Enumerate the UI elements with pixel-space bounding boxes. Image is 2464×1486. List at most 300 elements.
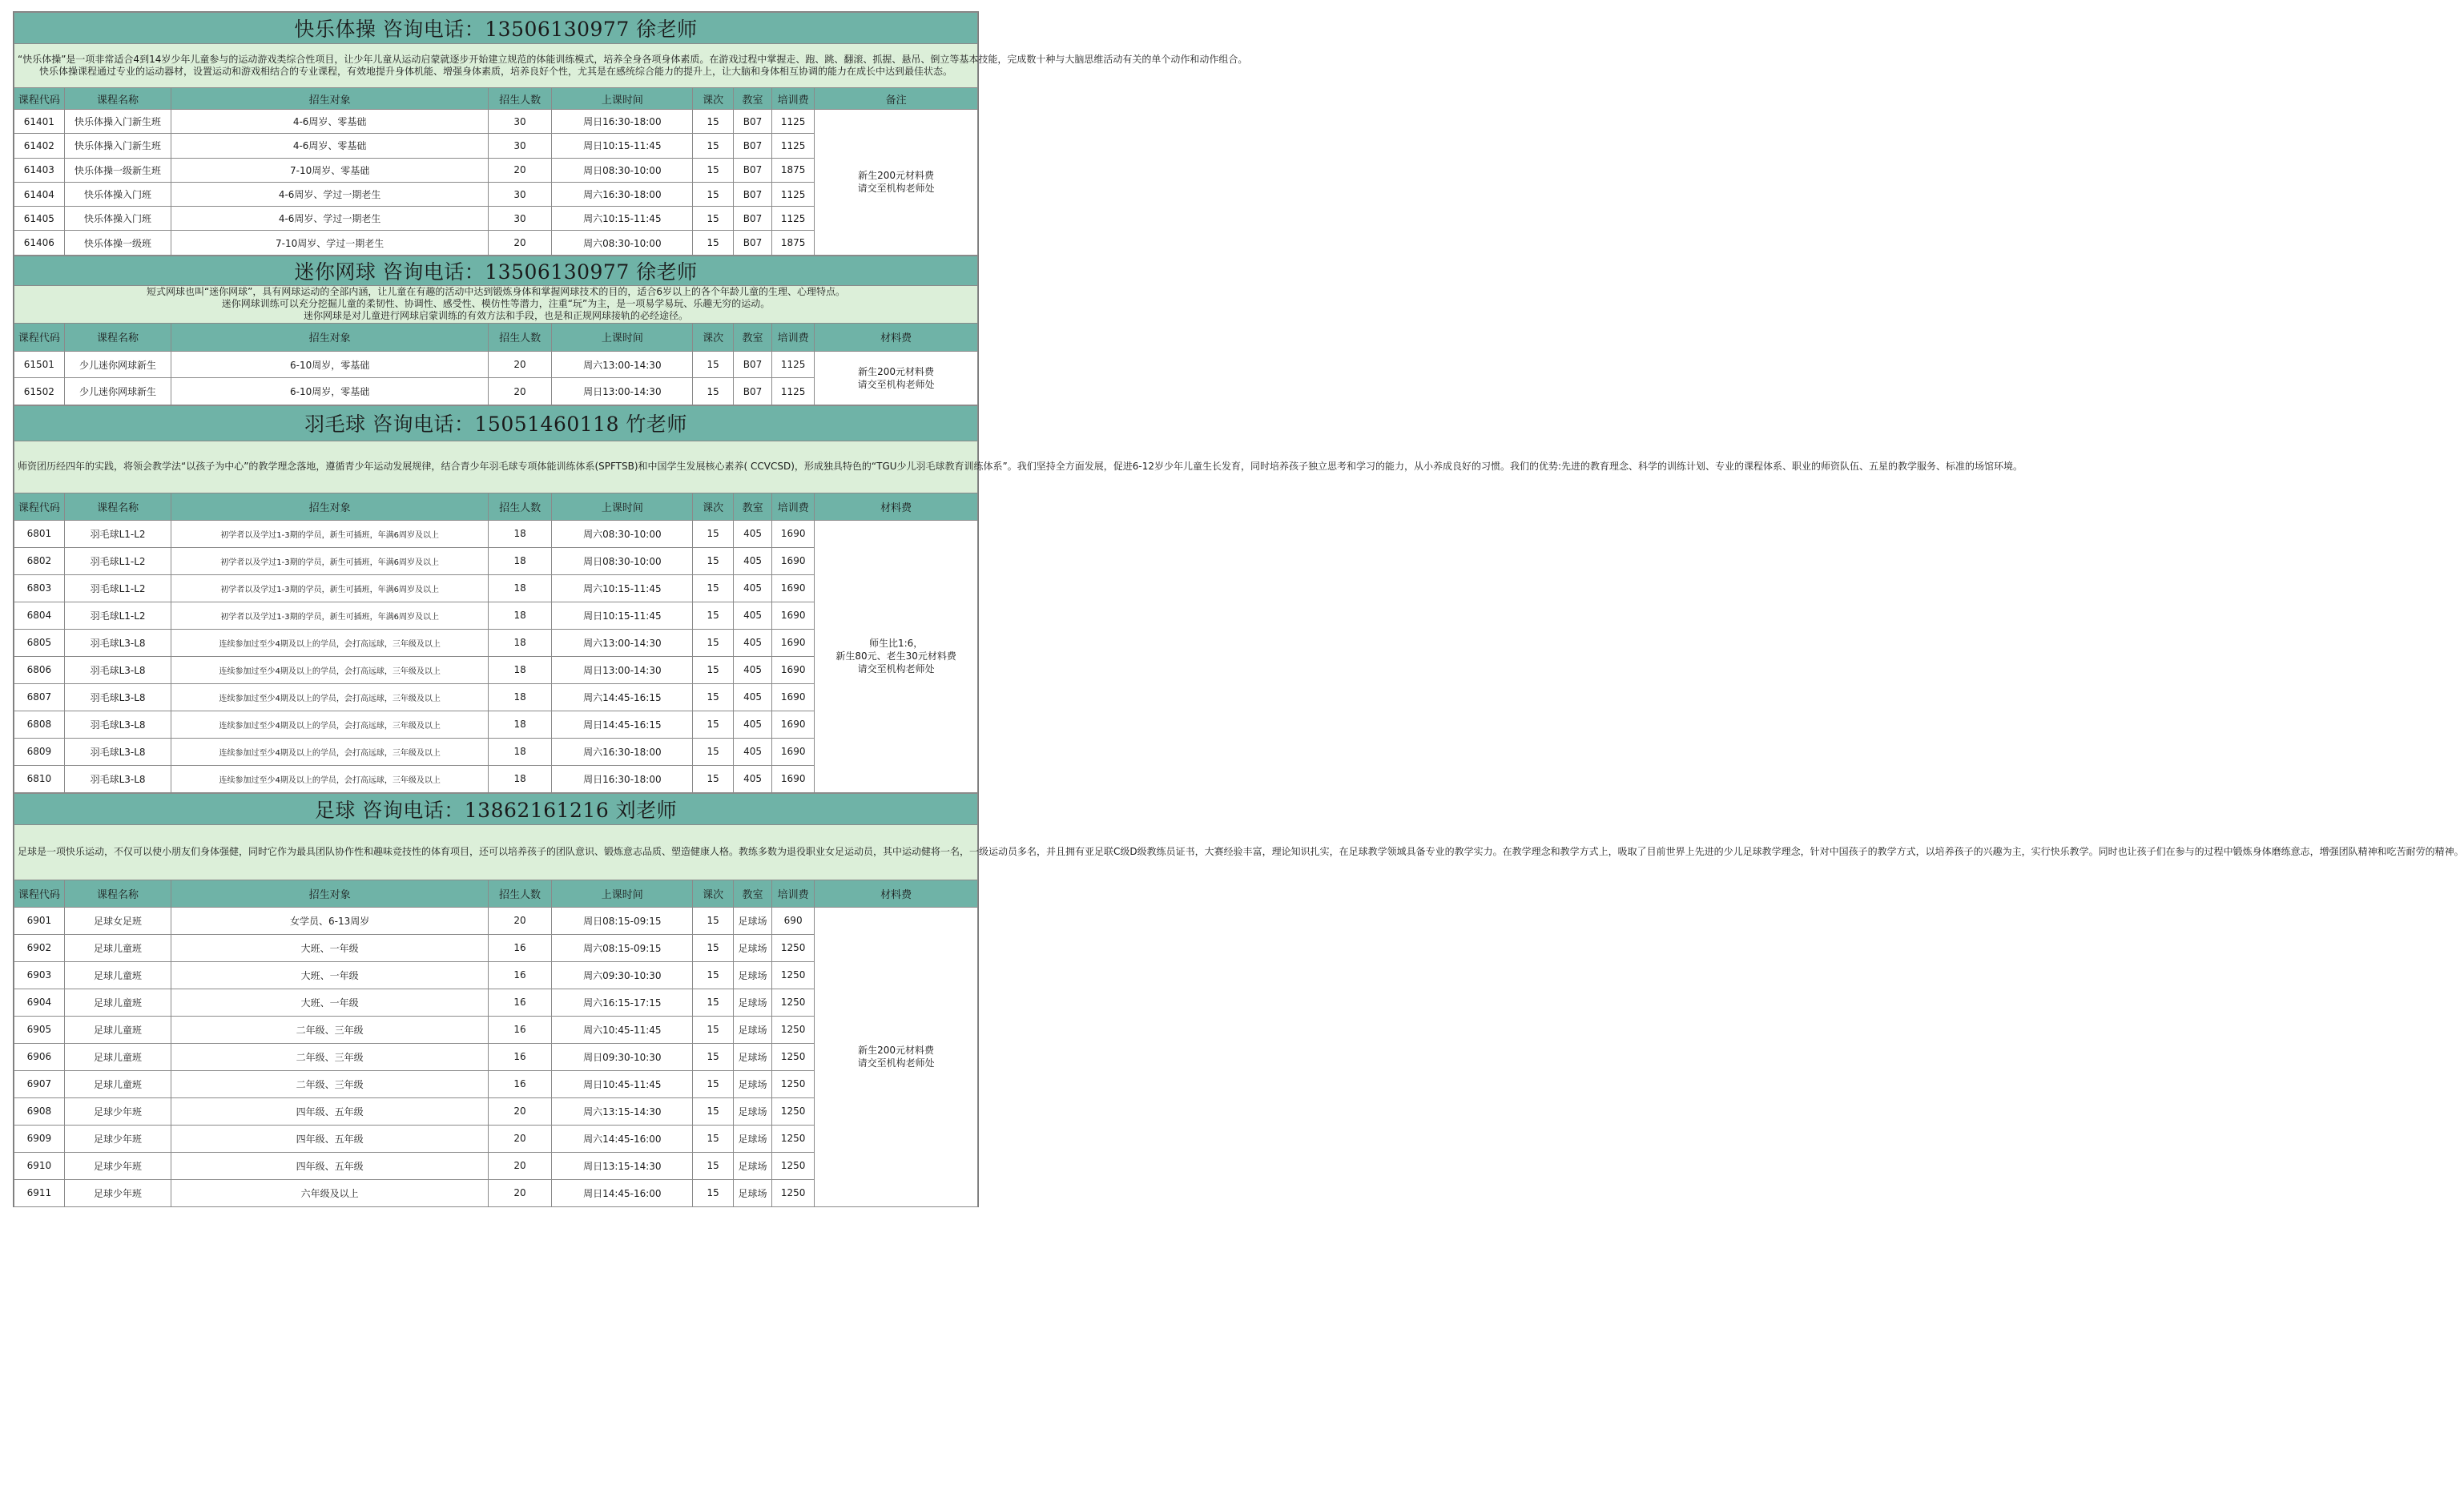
enroll-count: 18 xyxy=(488,547,552,574)
class-time: 周六16:30-18:00 xyxy=(552,738,693,765)
tuition-fee: 1125 xyxy=(772,207,815,231)
class-time: 周六16:30-18:00 xyxy=(552,182,693,206)
course-code: 6807 xyxy=(14,683,65,711)
course-target: 女学员、6-13周岁 xyxy=(171,907,488,934)
section-description xyxy=(14,44,1248,88)
section-title: 羽毛球 咨询电话：15051460118 竹老师 xyxy=(14,405,978,441)
enroll-count: 16 xyxy=(488,989,552,1016)
session-count: 15 xyxy=(693,907,734,934)
course-target: 连续参加过至少4期及以上的学员，会打高远球，三年级及以上 xyxy=(171,711,488,738)
section-description xyxy=(14,285,978,323)
course-target: 连续参加过至少4期及以上的学员，会打高远球，三年级及以上 xyxy=(171,656,488,683)
tuition-fee: 1250 xyxy=(772,989,815,1016)
tuition-fee: 1250 xyxy=(772,1152,815,1179)
course-name: 快乐体操入门班 xyxy=(64,207,171,231)
enroll-count: 18 xyxy=(488,574,552,602)
column-header-count: 招生人数 xyxy=(488,880,552,907)
course-code: 6808 xyxy=(14,711,65,738)
column-header-time: 上课时间 xyxy=(552,323,693,351)
enroll-count: 16 xyxy=(488,961,552,989)
class-time: 周六10:45-11:45 xyxy=(552,1016,693,1043)
course-name: 羽毛球L1-L2 xyxy=(64,547,171,574)
classroom: B07 xyxy=(733,378,771,405)
enroll-count: 16 xyxy=(488,1016,552,1043)
classroom: B07 xyxy=(733,351,771,378)
course-section-table xyxy=(14,12,1248,256)
tuition-fee: 1875 xyxy=(772,158,815,182)
tuition-fee: 1690 xyxy=(772,765,815,792)
note-line: 请交至机构老师处 xyxy=(857,183,935,195)
tuition-fee: 1690 xyxy=(772,574,815,602)
course-name: 足球儿童班 xyxy=(64,934,171,961)
course-target: 大班、一年级 xyxy=(171,934,488,961)
course-name: 羽毛球L1-L2 xyxy=(64,602,171,629)
class-time: 周日08:30-10:00 xyxy=(552,547,693,574)
tuition-fee: 1250 xyxy=(772,1043,815,1070)
course-target: 4-6周岁、学过一期老生 xyxy=(171,182,488,206)
course-target: 二年级、三年级 xyxy=(171,1043,488,1070)
column-header-code: 课程代码 xyxy=(14,88,65,110)
class-time: 周日08:15-09:15 xyxy=(552,907,693,934)
tuition-fee: 1250 xyxy=(772,934,815,961)
session-count: 15 xyxy=(693,989,734,1016)
note-line: 请交至机构老师处 xyxy=(857,378,935,390)
course-code: 6803 xyxy=(14,574,65,602)
course-target: 六年级及以上 xyxy=(171,1179,488,1206)
course-name: 足球少年班 xyxy=(64,1125,171,1152)
course-name: 足球少年班 xyxy=(64,1179,171,1206)
course-name: 少儿迷你网球新生 xyxy=(64,378,171,405)
course-code: 6801 xyxy=(14,520,65,547)
class-time: 周六10:15-11:45 xyxy=(552,207,693,231)
course-name: 羽毛球L3-L8 xyxy=(64,683,171,711)
enroll-count: 20 xyxy=(488,351,552,378)
course-name: 足球少年班 xyxy=(64,1152,171,1179)
class-time: 周六08:30-10:00 xyxy=(552,520,693,547)
course-section-table xyxy=(14,793,2464,1207)
section-description xyxy=(14,441,2023,493)
enroll-count: 16 xyxy=(488,1043,552,1070)
course-code: 61405 xyxy=(14,207,65,231)
section-title: 足球 咨询电话：13862161216 刘老师 xyxy=(14,793,978,824)
material-fee-note xyxy=(815,907,978,1206)
class-time: 周日16:30-18:00 xyxy=(552,765,693,792)
course-section-table xyxy=(14,256,978,405)
class-time: 周六13:00-14:30 xyxy=(552,629,693,656)
column-header-name: 课程名称 xyxy=(64,493,171,520)
tuition-fee: 690 xyxy=(772,907,815,934)
tuition-fee: 1690 xyxy=(772,547,815,574)
note-line: 请交至机构老师处 xyxy=(857,1057,935,1069)
classroom: B07 xyxy=(733,231,771,255)
tuition-fee: 1125 xyxy=(772,110,815,134)
course-name: 羽毛球L3-L8 xyxy=(64,711,171,738)
classroom: 足球场 xyxy=(733,1016,771,1043)
classroom: 足球场 xyxy=(733,1152,771,1179)
classroom: 405 xyxy=(733,765,771,792)
column-header-fee: 培训费 xyxy=(772,493,815,520)
course-target: 4-6周岁、零基础 xyxy=(171,134,488,158)
course-target: 6-10周岁，零基础 xyxy=(171,378,488,405)
class-time: 周日10:15-11:45 xyxy=(552,602,693,629)
enroll-count: 18 xyxy=(488,520,552,547)
course-target: 初学者以及学过1-3期的学员，新生可插班，年满6周岁及以上 xyxy=(171,602,488,629)
column-header-note: 备注 xyxy=(815,88,978,110)
classroom: B07 xyxy=(733,207,771,231)
tuition-fee: 1250 xyxy=(772,1070,815,1097)
enroll-count: 20 xyxy=(488,231,552,255)
classroom: B07 xyxy=(733,110,771,134)
column-header-time: 上课时间 xyxy=(552,880,693,907)
course-name: 快乐体操一级班 xyxy=(64,231,171,255)
column-header-fee: 培训费 xyxy=(772,323,815,351)
session-count: 15 xyxy=(693,158,734,182)
description-paragraph: 短式网球也叫“迷你网球”，具有网球运动的全部内涵，让儿童在有趣的活动中达到锻炼身体和掌握网球技术的目的，适合6岁以上的各个年龄儿童的生理、心理特点。 xyxy=(146,286,846,298)
classroom: 足球场 xyxy=(733,1179,771,1206)
description-paragraph: 足球是一项快乐运动，不仅可以使小朋友们身体强健，同时它作为最具团队协作性和趣味竞技性的体育项目，还可以培养孩子的团队意识、锻炼意志品质、塑造健康人格。教练多数为退役职业女足运动员，其中运动健将一名，一级运动员多名，并且拥有亚足联C级D级教练员证书，大赛经验丰富，理论知识扎实，在足球教学领域具备专业的教学实力。在教学理念和教学方式上，吸取了目前世界上先进的少儿足球教学理念，针对中国孩子的教学方式，以培养孩子的兴趣为主，实行快乐教学。同时也让孩子们在参与的过程中锻炼身体磨练意志，增强团队精神和吃苦耐劳的精神。 xyxy=(18,846,2464,858)
course-target: 连续参加过至少4期及以上的学员，会打高远球，三年级及以上 xyxy=(171,765,488,792)
course-code: 6901 xyxy=(14,907,65,934)
course-target: 6-10周岁，零基础 xyxy=(171,351,488,378)
course-target: 大班、一年级 xyxy=(171,961,488,989)
classroom: 足球场 xyxy=(733,961,771,989)
column-header-name: 课程名称 xyxy=(64,323,171,351)
tuition-fee: 1690 xyxy=(772,629,815,656)
course-name: 羽毛球L3-L8 xyxy=(64,656,171,683)
classroom: 405 xyxy=(733,547,771,574)
course-name: 足球儿童班 xyxy=(64,989,171,1016)
course-code: 6810 xyxy=(14,765,65,792)
enroll-count: 30 xyxy=(488,182,552,206)
session-count: 15 xyxy=(693,629,734,656)
class-time: 周六13:15-14:30 xyxy=(552,1097,693,1125)
classroom: 足球场 xyxy=(733,1125,771,1152)
column-header-count: 招生人数 xyxy=(488,493,552,520)
course-target: 大班、一年级 xyxy=(171,989,488,1016)
classroom: 405 xyxy=(733,602,771,629)
enroll-count: 18 xyxy=(488,738,552,765)
course-target: 4-6周岁、零基础 xyxy=(171,110,488,134)
column-header-target: 招生对象 xyxy=(171,880,488,907)
course-name: 快乐体操一级新生班 xyxy=(64,158,171,182)
course-section-table xyxy=(14,405,2023,793)
session-count: 15 xyxy=(693,738,734,765)
course-code: 61404 xyxy=(14,182,65,206)
column-header-room: 教室 xyxy=(733,880,771,907)
session-count: 15 xyxy=(693,1070,734,1097)
session-count: 15 xyxy=(693,683,734,711)
column-header-room: 教室 xyxy=(733,493,771,520)
material-fee-note xyxy=(815,351,978,405)
column-header-note: 材料费 xyxy=(815,493,978,520)
classroom: B07 xyxy=(733,182,771,206)
tuition-fee: 1250 xyxy=(772,1097,815,1125)
course-name: 足球儿童班 xyxy=(64,961,171,989)
session-count: 15 xyxy=(693,1125,734,1152)
column-header-name: 课程名称 xyxy=(64,880,171,907)
session-count: 15 xyxy=(693,134,734,158)
classroom: B07 xyxy=(733,134,771,158)
column-header-sessions: 课次 xyxy=(693,323,734,351)
course-target: 初学者以及学过1-3期的学员，新生可插班，年满6周岁及以上 xyxy=(171,574,488,602)
class-time: 周六14:45-16:15 xyxy=(552,683,693,711)
session-count: 15 xyxy=(693,378,734,405)
column-header-sessions: 课次 xyxy=(693,88,734,110)
classroom: 足球场 xyxy=(733,989,771,1016)
column-header-time: 上课时间 xyxy=(552,493,693,520)
course-target: 7-10周岁、零基础 xyxy=(171,158,488,182)
session-count: 15 xyxy=(693,547,734,574)
tuition-fee: 1875 xyxy=(772,231,815,255)
course-code: 6911 xyxy=(14,1179,65,1206)
column-header-count: 招生人数 xyxy=(488,323,552,351)
classroom: 足球场 xyxy=(733,934,771,961)
class-time: 周日14:45-16:00 xyxy=(552,1179,693,1206)
table-row xyxy=(14,351,978,378)
course-code: 61502 xyxy=(14,378,65,405)
table-row xyxy=(14,520,978,547)
class-time: 周日13:15-14:30 xyxy=(552,1152,693,1179)
column-header-count: 招生人数 xyxy=(488,88,552,110)
course-code: 6805 xyxy=(14,629,65,656)
course-target: 4-6周岁、学过一期老生 xyxy=(171,207,488,231)
enroll-count: 20 xyxy=(488,1179,552,1206)
course-name: 羽毛球L1-L2 xyxy=(64,574,171,602)
course-code: 6904 xyxy=(14,989,65,1016)
course-name: 足球儿童班 xyxy=(64,1070,171,1097)
column-header-code: 课程代码 xyxy=(14,323,65,351)
course-code: 61402 xyxy=(14,134,65,158)
column-header-sessions: 课次 xyxy=(693,880,734,907)
course-sheet xyxy=(13,11,2464,1207)
tuition-fee: 1250 xyxy=(772,1125,815,1152)
description-paragraph: “快乐体操”是一项非常适合4到14岁少年儿童参与的运动游戏类综合性项目，让少年儿童从运动启蒙就逐步开始建立规范的体能训练模式，培养全身各项身体素质。在游戏过程中掌握走、跑、跳、翻滚、抓握、悬吊、倒立等基本技能，完成数十种与大脑思维活动有关的单个动作和动作组合。 xyxy=(18,54,1248,65)
note-line: 新生200元材料费 xyxy=(858,1045,935,1057)
classroom: 405 xyxy=(733,683,771,711)
classroom: B07 xyxy=(733,158,771,182)
course-name: 羽毛球L3-L8 xyxy=(64,765,171,792)
tuition-fee: 1125 xyxy=(772,378,815,405)
session-count: 15 xyxy=(693,934,734,961)
session-count: 15 xyxy=(693,351,734,378)
class-time: 周六10:15-11:45 xyxy=(552,574,693,602)
session-count: 15 xyxy=(693,1097,734,1125)
course-code: 6802 xyxy=(14,547,65,574)
enroll-count: 16 xyxy=(488,934,552,961)
enroll-count: 20 xyxy=(488,1097,552,1125)
tuition-fee: 1125 xyxy=(772,182,815,206)
tuition-fee: 1250 xyxy=(772,1179,815,1206)
course-target: 四年级、五年级 xyxy=(171,1125,488,1152)
enroll-count: 20 xyxy=(488,158,552,182)
course-name: 羽毛球L1-L2 xyxy=(64,520,171,547)
session-count: 15 xyxy=(693,961,734,989)
column-header-sessions: 课次 xyxy=(693,493,734,520)
classroom: 足球场 xyxy=(733,1070,771,1097)
course-name: 足球儿童班 xyxy=(64,1016,171,1043)
tuition-fee: 1690 xyxy=(772,738,815,765)
enroll-count: 18 xyxy=(488,629,552,656)
enroll-count: 30 xyxy=(488,134,552,158)
course-code: 6905 xyxy=(14,1016,65,1043)
column-header-target: 招生对象 xyxy=(171,88,488,110)
tuition-fee: 1690 xyxy=(772,602,815,629)
course-code: 6804 xyxy=(14,602,65,629)
session-count: 15 xyxy=(693,110,734,134)
course-code: 6907 xyxy=(14,1070,65,1097)
column-header-fee: 培训费 xyxy=(772,880,815,907)
section-description xyxy=(14,824,2464,880)
course-code: 6903 xyxy=(14,961,65,989)
session-count: 15 xyxy=(693,602,734,629)
column-header-time: 上课时间 xyxy=(552,88,693,110)
course-target: 连续参加过至少4期及以上的学员，会打高远球，三年级及以上 xyxy=(171,629,488,656)
course-name: 快乐体操入门新生班 xyxy=(64,134,171,158)
session-count: 15 xyxy=(693,1152,734,1179)
class-time: 周日14:45-16:15 xyxy=(552,711,693,738)
session-count: 15 xyxy=(693,765,734,792)
column-header-target: 招生对象 xyxy=(171,323,488,351)
column-header-note: 材料费 xyxy=(815,323,978,351)
course-name: 足球少年班 xyxy=(64,1097,171,1125)
class-time: 周日08:30-10:00 xyxy=(552,158,693,182)
table-row xyxy=(14,110,978,134)
class-time: 周六13:00-14:30 xyxy=(552,351,693,378)
tuition-fee: 1125 xyxy=(772,351,815,378)
description-paragraph: 迷你网球训练可以充分挖掘儿童的柔韧性、协调性、感受性、模仿性等潜力，注重“玩”为主，是一项易学易玩、乐趣无穷的运动。 xyxy=(221,298,771,310)
course-name: 足球儿童班 xyxy=(64,1043,171,1070)
tuition-fee: 1690 xyxy=(772,711,815,738)
note-line: 请交至机构老师处 xyxy=(857,663,935,675)
course-target: 初学者以及学过1-3期的学员，新生可插班，年满6周岁及以上 xyxy=(171,547,488,574)
session-count: 15 xyxy=(693,520,734,547)
course-target: 连续参加过至少4期及以上的学员，会打高远球，三年级及以上 xyxy=(171,738,488,765)
course-target: 连续参加过至少4期及以上的学员，会打高远球，三年级及以上 xyxy=(171,683,488,711)
column-header-name: 课程名称 xyxy=(64,88,171,110)
course-name: 快乐体操入门班 xyxy=(64,182,171,206)
course-name: 羽毛球L3-L8 xyxy=(64,738,171,765)
course-code: 61406 xyxy=(14,231,65,255)
classroom: 405 xyxy=(733,520,771,547)
note-line: 新生200元材料费 xyxy=(858,365,935,377)
course-code: 6809 xyxy=(14,738,65,765)
enroll-count: 16 xyxy=(488,1070,552,1097)
session-count: 15 xyxy=(693,231,734,255)
class-time: 周六09:30-10:30 xyxy=(552,961,693,989)
course-target: 四年级、五年级 xyxy=(171,1097,488,1125)
note-line: 新生200元材料费 xyxy=(858,170,935,182)
course-target: 四年级、五年级 xyxy=(171,1152,488,1179)
enroll-count: 30 xyxy=(488,110,552,134)
class-time: 周日13:00-14:30 xyxy=(552,656,693,683)
section-title: 迷你网球 咨询电话：13506130977 徐老师 xyxy=(14,256,978,285)
note-line: 师生比1:6， xyxy=(868,638,924,650)
session-count: 15 xyxy=(693,182,734,206)
class-time: 周六14:45-16:00 xyxy=(552,1125,693,1152)
class-time: 周六16:15-17:15 xyxy=(552,989,693,1016)
course-code: 6910 xyxy=(14,1152,65,1179)
classroom: 405 xyxy=(733,711,771,738)
course-code: 6909 xyxy=(14,1125,65,1152)
class-time: 周日16:30-18:00 xyxy=(552,110,693,134)
enroll-count: 20 xyxy=(488,907,552,934)
classroom: 足球场 xyxy=(733,1043,771,1070)
course-code: 6908 xyxy=(14,1097,65,1125)
session-count: 15 xyxy=(693,207,734,231)
section-title: 快乐体操 咨询电话：13506130977 徐老师 xyxy=(14,13,978,44)
session-count: 15 xyxy=(693,1179,734,1206)
enroll-count: 20 xyxy=(488,1152,552,1179)
tuition-fee: 1690 xyxy=(772,683,815,711)
course-target: 初学者以及学过1-3期的学员，新生可插班，年满6周岁及以上 xyxy=(171,520,488,547)
course-code: 61401 xyxy=(14,110,65,134)
course-target: 二年级、三年级 xyxy=(171,1070,488,1097)
description-paragraph: 师资团历经四年的实践，将领会教学法“以孩子为中心”的教学理念落地，遵循青少年运动发展规律，结合青少年羽毛球专项体能训练体系(SPFTSB)和中国学生发展核心素养( CCVCSD)，形成独具特色的“TGU少儿羽毛球教育训练体系”。我们坚持全方面发展，促进6-12岁少年儿童生长发育，同时培养孩子独立思考和学习的能力，从小养成良好的习惯。我们的优势:先进的教育理念、科学的训练计划、专业的课程体系、职业的师资队伍、五星的教学服务、标准的场馆环境。 xyxy=(18,461,2023,473)
enroll-count: 18 xyxy=(488,711,552,738)
course-code: 61501 xyxy=(14,351,65,378)
course-code: 6806 xyxy=(14,656,65,683)
classroom: 405 xyxy=(733,629,771,656)
tuition-fee: 1250 xyxy=(772,1016,815,1043)
column-header-fee: 培训费 xyxy=(772,88,815,110)
classroom: 405 xyxy=(733,738,771,765)
column-header-code: 课程代码 xyxy=(14,880,65,907)
course-code: 6902 xyxy=(14,934,65,961)
course-code: 6906 xyxy=(14,1043,65,1070)
column-header-target: 招生对象 xyxy=(171,493,488,520)
description-paragraph: 迷你网球是对儿童进行网球启蒙训练的有效方法和手段，也是和正规网球接轨的必经途径。 xyxy=(303,310,688,322)
class-time: 周六08:15-09:15 xyxy=(552,934,693,961)
class-time: 周日13:00-14:30 xyxy=(552,378,693,405)
table-row xyxy=(14,907,978,934)
material-fee-note xyxy=(815,520,978,792)
classroom: 405 xyxy=(733,656,771,683)
column-header-room: 教室 xyxy=(733,88,771,110)
enroll-count: 20 xyxy=(488,378,552,405)
tuition-fee: 1690 xyxy=(772,520,815,547)
enroll-count: 20 xyxy=(488,1125,552,1152)
enroll-count: 18 xyxy=(488,602,552,629)
session-count: 15 xyxy=(693,711,734,738)
course-target: 二年级、三年级 xyxy=(171,1016,488,1043)
column-header-code: 课程代码 xyxy=(14,493,65,520)
course-name: 快乐体操入门新生班 xyxy=(64,110,171,134)
classroom: 足球场 xyxy=(733,1097,771,1125)
session-count: 15 xyxy=(693,574,734,602)
tuition-fee: 1690 xyxy=(772,656,815,683)
session-count: 15 xyxy=(693,1043,734,1070)
enroll-count: 18 xyxy=(488,656,552,683)
classroom: 足球场 xyxy=(733,907,771,934)
class-time: 周日10:15-11:45 xyxy=(552,134,693,158)
column-header-room: 教室 xyxy=(733,323,771,351)
session-count: 15 xyxy=(693,656,734,683)
course-code: 61403 xyxy=(14,158,65,182)
tuition-fee: 1125 xyxy=(772,134,815,158)
classroom: 405 xyxy=(733,574,771,602)
course-target: 7-10周岁、学过一期老生 xyxy=(171,231,488,255)
course-name: 少儿迷你网球新生 xyxy=(64,351,171,378)
column-header-note: 材料费 xyxy=(815,880,978,907)
course-name: 足球女足班 xyxy=(64,907,171,934)
material-fee-note xyxy=(815,110,978,256)
description-paragraph: 快乐体操课程通过专业的运动器材，设置运动和游戏相结合的专业课程，有效地提升身体机能、增强身体素质，培养良好个性，尤其是在感统综合能力的提升上，让大脑和身体相互协调的能力在成长中达到最佳状态。 xyxy=(38,66,952,77)
course-name: 羽毛球L3-L8 xyxy=(64,629,171,656)
enroll-count: 18 xyxy=(488,765,552,792)
enroll-count: 30 xyxy=(488,207,552,231)
tuition-fee: 1250 xyxy=(772,961,815,989)
note-line: 新生80元、老生30元材料费 xyxy=(835,650,956,662)
